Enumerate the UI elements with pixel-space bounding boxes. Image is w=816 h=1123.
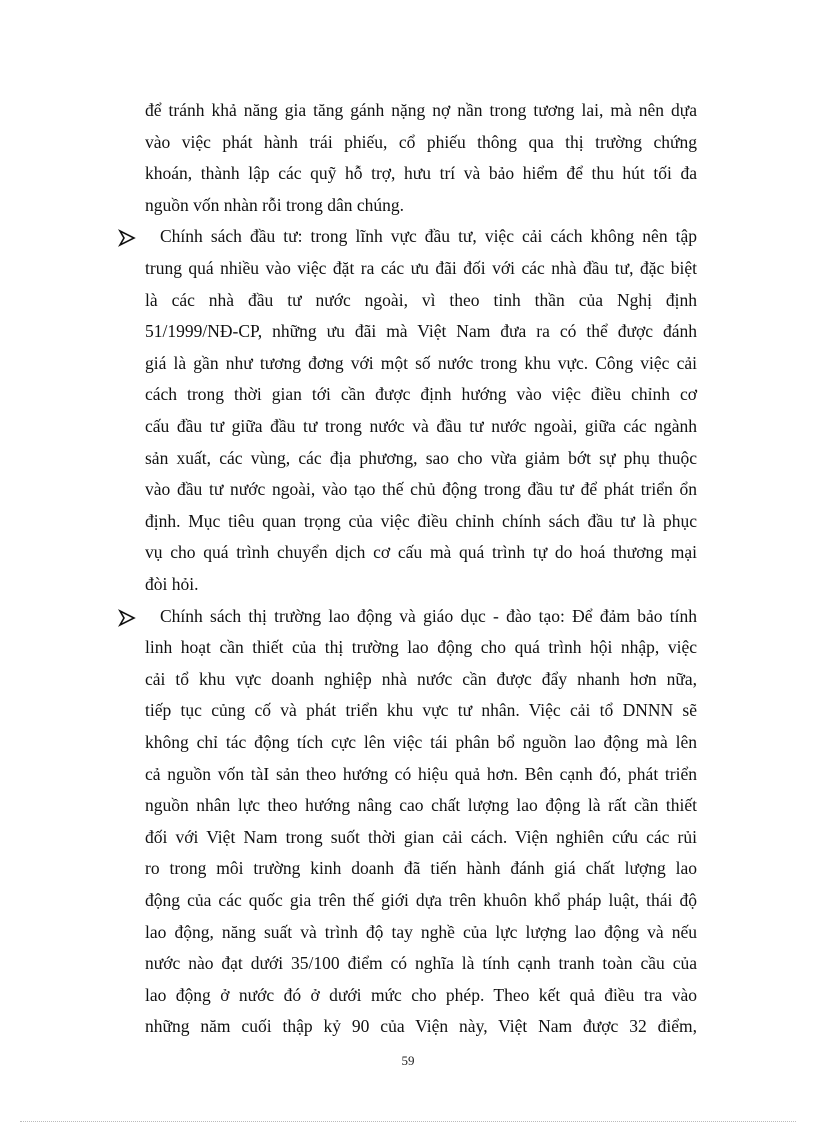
text-line: cải tổ khu vực doanh nghiệp nhà nước cần được đẩy nhanh hơn nữa, — [145, 668, 697, 689]
text-line: động của các quốc gia trên thế giới dựa trên khuôn khổ pháp luật, thái độ — [145, 890, 697, 910]
text-line: để tránh khả năng gia tăng gánh nặng nợ nần trong tương lai, mà nên dựa — [145, 100, 697, 120]
text-line: nguồn nhân lực theo hướng nâng cao chất lượng lao động là rất cần thiết — [145, 795, 697, 816]
text-line: đòi hỏi. — [145, 574, 199, 594]
page-border-dotted — [20, 1121, 796, 1122]
arrowhead-bullet-icon — [118, 229, 136, 247]
text-line: khoán, thành lập các quỹ hỗ trợ, hưu trí và bảo hiểm để thu hút tối đa — [145, 163, 697, 184]
text-line: tiếp tục củng cố và phát triển khu vực tư nhân. Việc cải tổ DNNN sẽ — [145, 700, 697, 721]
text-line: là các nhà đầu tư nước ngoài, vì theo tinh thần của Nghị định — [145, 289, 697, 310]
text-line: nguồn vốn nhàn rỗi trong dân chúng. — [145, 194, 405, 215]
page-number: 59 — [401, 1053, 415, 1068]
text-line: ro trong môi trường kinh doanh đã tiến hành đánh giá chất lượng lao — [145, 858, 697, 879]
text-line: cách trong thời gian tới cần được định hướng vào việc điều chỉnh cơ — [145, 384, 697, 405]
text-line: lao động ở nước đó ở dưới mức cho phép. Theo kết quả điều tra vào — [145, 984, 697, 1005]
text-line: sản xuất, các vùng, các địa phương, sao cho vừa giảm bớt sự phụ thuộc — [145, 447, 697, 468]
text-line: vào việc phát hành trái phiếu, cổ phiếu thông qua thị trường chứng — [145, 131, 697, 152]
text-line: đối với Việt Nam trong suốt thời gian cải cách. Viện nghiên cứu các rủi — [145, 826, 697, 847]
arrowhead-bullet-icon — [118, 609, 136, 627]
text-line: vào đầu tư nước ngoài, vào tạo thế chủ động trong đầu tư để phát triển ổn — [145, 479, 697, 500]
text-line: cấu đầu tư giữa đầu tư trong nước và đầu tư nước ngoài, giữa các ngành — [145, 416, 697, 436]
text-line: lao động, năng suất và trình độ tay nghề của lực lượng lao động và nếu — [145, 921, 697, 942]
text-line: Chính sách thị trường lao động và giáo dục - đào tạo: Để đảm bảo tính — [160, 605, 697, 626]
text-line: linh hoạt cần thiết của thị trường lao động cho quá trình hội nhập, việc — [145, 637, 697, 658]
text-line: định. Mục tiêu quan trọng của việc điều chỉnh chính sách đầu tư là phục — [145, 510, 697, 531]
text-line: giá là gần như tương đơng với một số nước trong khu vực. Công việc cải — [145, 352, 697, 373]
text-line: vụ cho quá trình chuyển dịch cơ cấu mà quá trình tự do hoá thương mại — [145, 542, 697, 563]
text-line: trung quá nhiều vào việc đặt ra các ưu đãi đối với các nhà đầu tư, đặc biệt — [145, 258, 697, 278]
text-line: không chỉ tác động tích cực lên việc tái phân bổ nguồn lao động mà lên — [145, 732, 697, 752]
text-line: cả nguồn vốn tàI sản theo hướng có hiệu quả hơn. Bên cạnh đó, phát triển — [145, 763, 697, 784]
text-line: những năm cuối thập kỷ 90 của Viện này, Việt Nam được 32 điểm, — [145, 1016, 697, 1037]
text-line: Chính sách đầu tư: trong lĩnh vực đầu tư, việc cải cách không nên tập — [160, 226, 697, 247]
text-line: 51/1999/NĐ-CP, những ưu đãi mà Việt Nam đưa ra có thể được đánh — [145, 321, 697, 342]
text-line: nước nào đạt dưới 35/100 điểm có nghĩa là tính cạnh tranh toàn cầu của — [145, 953, 697, 974]
